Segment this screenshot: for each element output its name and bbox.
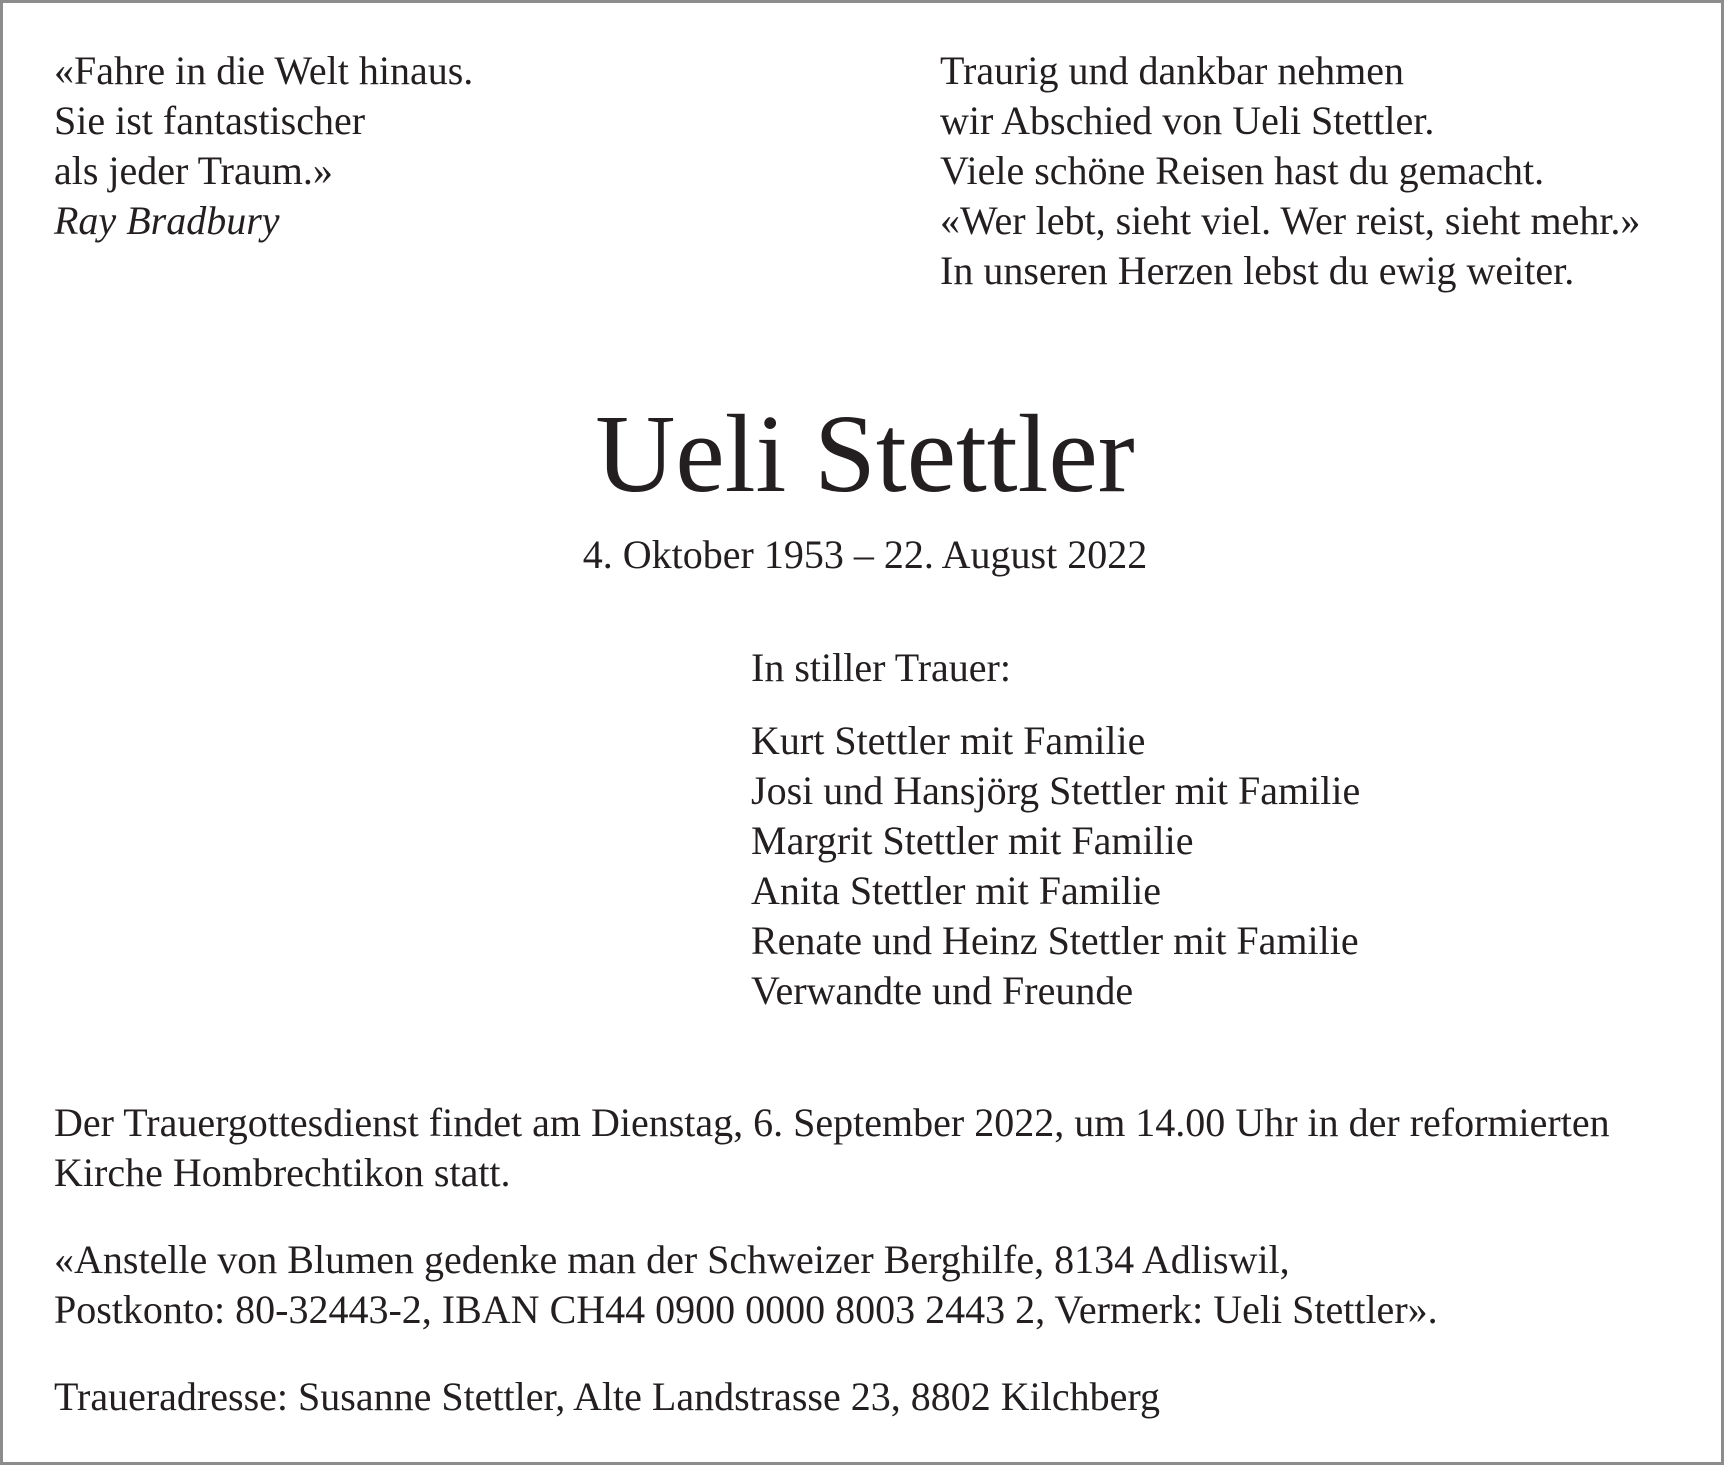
mourners-heading — [751, 643, 1011, 693]
farewell-line: Viele schöne Reisen hast du gemacht. — [940, 148, 1545, 193]
quote-line: als jeder Traum.» — [54, 148, 333, 193]
address-text: Traueradresse: Susanne Stettler, Alte Landstrasse 23, 8802 Kilchberg — [54, 1374, 1160, 1419]
donation-line: «Anstelle von Blumen gedenke man der Schweizer Berghilfe, 8134 Adliswil, — [54, 1237, 1290, 1282]
quote-line: Sie ist fantastischer — [54, 98, 366, 143]
donation-line: Postkonto: 80-32443-2, IBAN CH44 0900 0000 8003 2443 2, Vermerk: Ueli Stettler». — [54, 1287, 1438, 1332]
quote-author: Ray Bradbury — [54, 198, 280, 243]
service-info — [54, 1098, 1610, 1198]
mourner-name: Verwandte und Freunde — [751, 968, 1134, 1013]
life-dates: 4. Oktober 1953 – 22. August 2022 — [582, 532, 1148, 577]
farewell-text — [940, 46, 1640, 296]
farewell-line: wir Abschied von Ueli Stettler. — [940, 98, 1435, 143]
donation-info — [54, 1235, 1438, 1335]
service-line: Der Trauergottesdienst findet am Dienstag, 6. September 2022, um 14.00 Uhr in der reformierten — [54, 1100, 1610, 1145]
farewell-line: Traurig und dankbar nehmen — [940, 48, 1404, 93]
farewell-line: In unseren Herzen lebst du ewig weiter. — [940, 248, 1575, 293]
mourners-list — [751, 716, 1360, 1016]
farewell-line: «Wer lebt, sieht viel. Wer reist, sieht mehr.» — [940, 198, 1641, 243]
mourning-address — [54, 1372, 1160, 1422]
travel-quote — [54, 46, 473, 246]
mourners-heading-text: In stiller Trauer: — [751, 645, 1011, 690]
mourner-name: Kurt Stettler mit Familie — [751, 718, 1146, 763]
deceased-name: Ueli Stettler — [595, 393, 1135, 516]
mourner-name: Josi und Hansjörg Stettler mit Familie — [751, 768, 1361, 813]
quote-line: «Fahre in die Welt hinaus. — [54, 48, 474, 93]
mourner-name: Margrit Stettler mit Familie — [751, 818, 1194, 863]
mourner-name: Renate und Heinz Stettler mit Familie — [751, 918, 1359, 963]
mourner-name: Anita Stettler mit Familie — [751, 868, 1161, 913]
service-line: Kirche Hombrechtikon statt. — [54, 1150, 511, 1195]
